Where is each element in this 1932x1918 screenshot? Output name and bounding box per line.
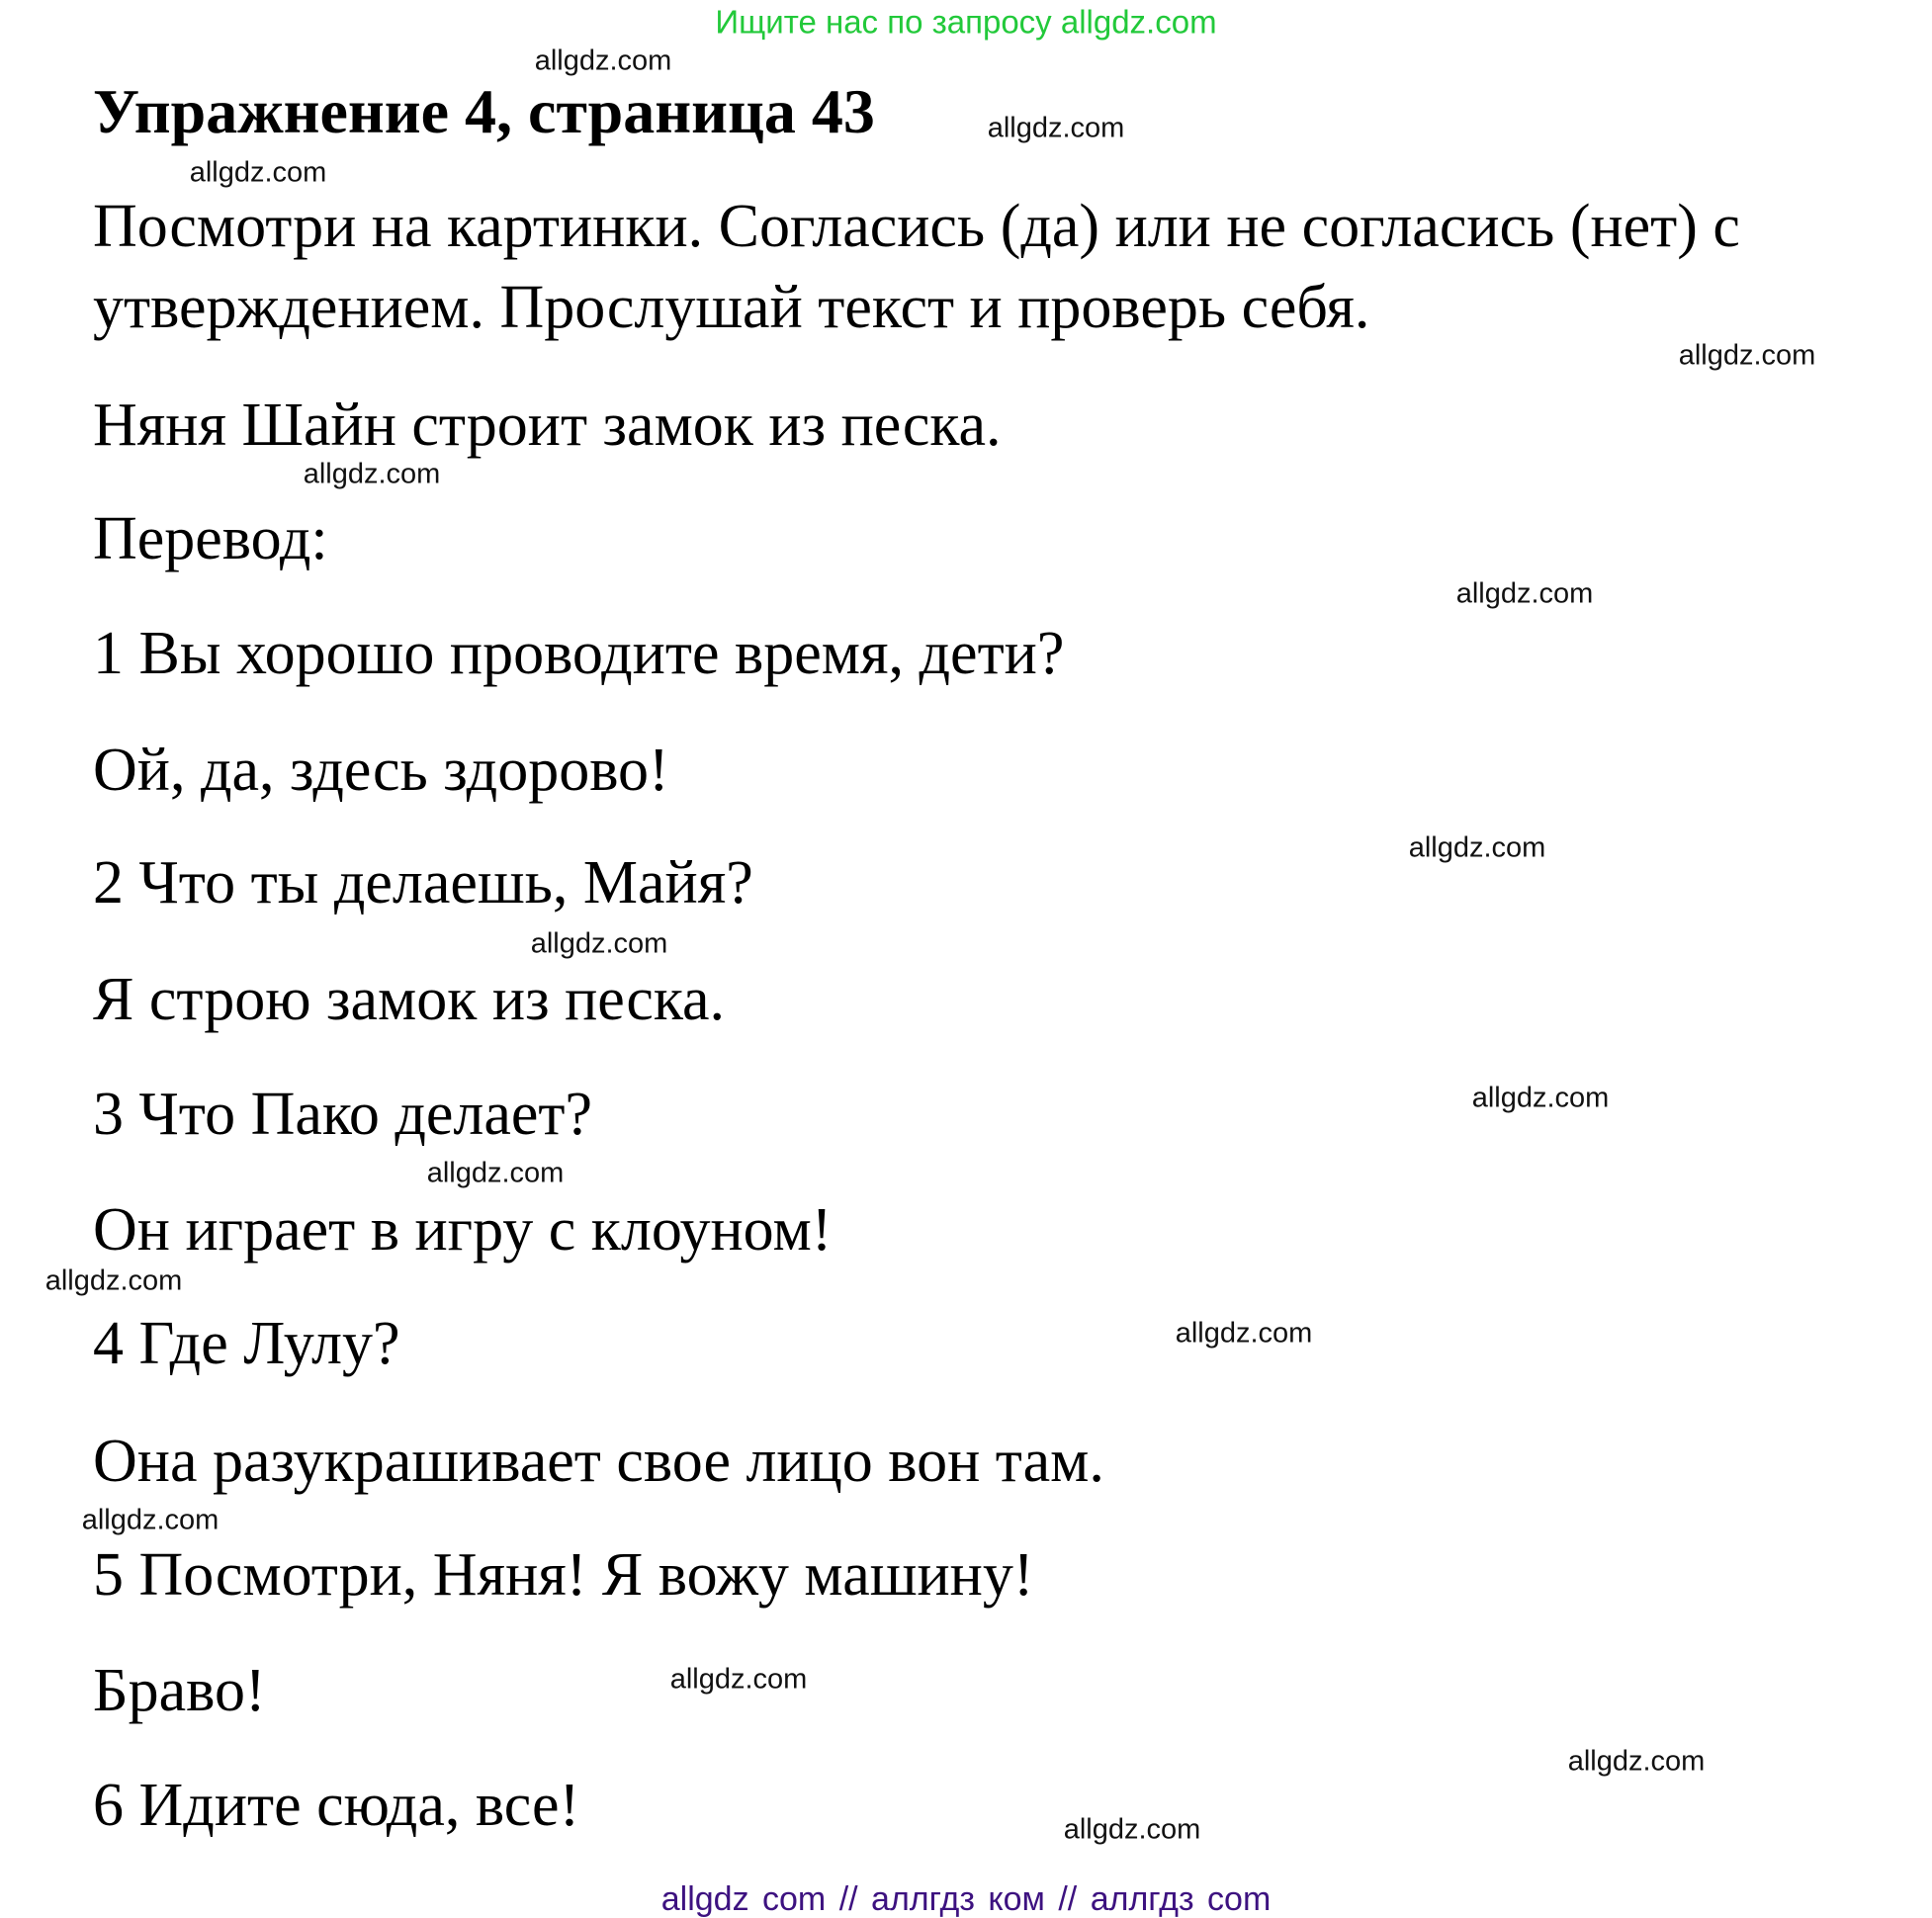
footer-watermark: allgdz com // аллгдз ком // аллгдз com — [660, 1880, 1272, 1918]
watermark: allgdz.com — [1063, 1813, 1201, 1846]
watermark: allgdz.com — [1455, 577, 1594, 610]
page-title: Упражнение 4, страница 43 — [93, 76, 875, 146]
translation-line: Он играет в игру с клоуном! — [93, 1196, 833, 1264]
watermark: allgdz.com — [189, 156, 327, 189]
translation-line: Я строю замок из песка. — [93, 966, 726, 1033]
watermark: allgdz.com — [426, 1157, 565, 1189]
translation-line: 2 Что ты делаешь, Майя? — [93, 849, 753, 916]
translation-line: Она разукрашивает свое лицо вон там. — [93, 1428, 1104, 1495]
translation-heading: Перевод: — [93, 505, 328, 572]
watermark: allgdz.com — [1471, 1082, 1610, 1114]
statement: Няня Шайн строит замок из песка. — [93, 392, 1002, 459]
watermark: allgdz.com — [1175, 1317, 1313, 1350]
watermark: allgdz.com — [530, 927, 668, 960]
watermark: allgdz.com — [44, 1264, 183, 1297]
watermark: allgdz.com — [534, 44, 672, 77]
watermark: allgdz.com — [669, 1663, 808, 1696]
translation-line: 1 Вы хорошо проводите время, дети? — [93, 620, 1065, 687]
watermark: allgdz.com — [81, 1504, 220, 1536]
translation-line: Ой, да, здесь здорово! — [93, 737, 669, 804]
watermark: allgdz.com — [1408, 831, 1546, 864]
watermark: allgdz.com — [1678, 339, 1816, 372]
translation-line: 5 Посмотри, Няня! Я вожу машину! — [93, 1541, 1034, 1609]
translation-line: 3 Что Пако делает? — [93, 1081, 592, 1148]
translation-line: 6 Идите сюда, все! — [93, 1772, 580, 1839]
search-banner: Ищите нас по запросу allgdz.com — [715, 3, 1217, 41]
watermark: allgdz.com — [987, 112, 1125, 144]
watermark: allgdz.com — [303, 458, 441, 490]
task-text: утверждением. Прослушай текст и проверь себя. — [93, 274, 1370, 341]
translation-line: 4 Где Лулу? — [93, 1310, 400, 1377]
watermark: allgdz.com — [1567, 1745, 1706, 1778]
task-text: Посмотри на картинки. Согласись (да) или не согласись (нет) с — [93, 193, 1740, 260]
translation-line: Браво! — [93, 1657, 266, 1724]
